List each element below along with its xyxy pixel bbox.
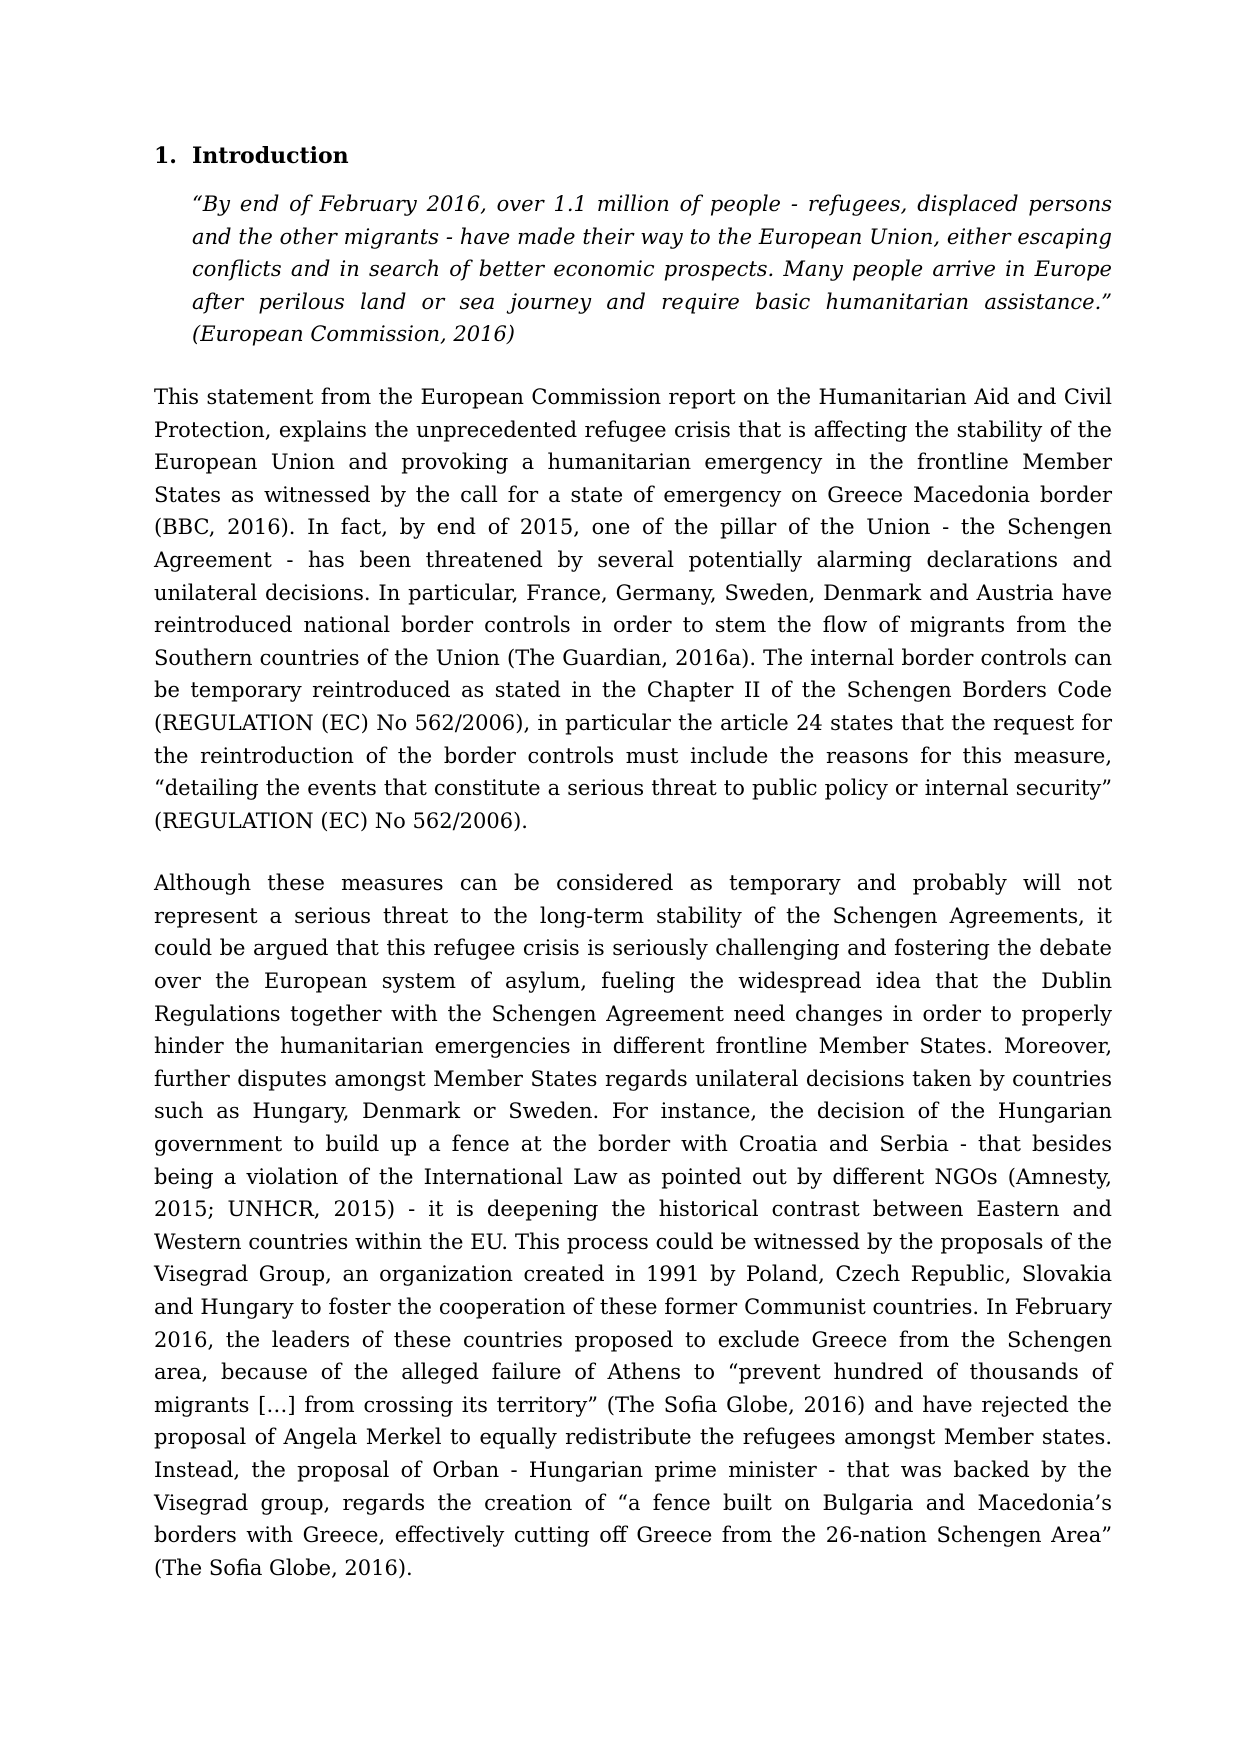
section-heading (154, 140, 1112, 172)
block-quote: “By end of February 2016, over 1.1 million of people - refugees, displaced persons and the other migrants - have made their way to the European Union, either escaping conflicts and in search of better economic prospects. Many people arrive in Europe after perilous land or sea journey and require basic humanitarian assistance.” (European Commission, 2016) (192, 192, 1112, 347)
body-paragraph-2: Although these measures can be considered as temporary and probably will not represent a serious threat to the long-term stability of the Schengen Agreements, it could be argued that this refugee crisis is seriously challenging and fostering the debate over the European system of asylum, fueling the widespread idea that the Dublin Regulations together with the Schengen Agreement need changes in order to properly hinder the humanitarian emergencies in different frontline Member States. Moreover, further disputes amongst Member States regards unilateral decisions taken by countries such as Hungary, Denmark or Sweden. For instance, the decision of the Hungarian government to build up a fence at the border with Croatia and Serbia - that besides being a violation of the International Law as pointed out by different NGOs (Amnesty, 2015; UNHCR, 2015) - it is deepening the historical contrast between Eastern and Western countries within the EU. This process could be witnessed by the proposals of the Visegrad Group, an organization created in 1991 by Poland, Czech Republic, Slovakia and Hungary to foster the cooperation of these former Communist countries. In February 2016, the leaders of these countries proposed to exclude Greece from the Schengen area, because of the alleged failure of Athens to “prevent hundred of thousands of migrants […] from crossing its territory” (The Sofia Globe, 2016) and have rejected the proposal of Angela Merkel to equally redistribute the refugees amongst Member states. Instead, the proposal of Orban - Hungarian prime minister - that was backed by the Visegrad group, regards the creation of “a fence built on Bulgaria and Macedonia’s borders with Greece, effectively cutting off Greece from the 26-nation Schengen Area” (The Sofia Globe, 2016). (154, 871, 1112, 1580)
section-title: Introduction (192, 143, 349, 169)
body-paragraph-1: This statement from the European Commission report on the Humanitarian Aid and Civil Protection, explains the unprecedented refugee crisis that is affecting the stability of the European Union and provoking a humanitarian emergency in the frontline Member States as witnessed by the call for a state of emergency on Greece Macedonia border (BBC, 2016). In fact, by end of 2015, one of the pillar of the Union - the Schengen Agreement - has been threatened by several potentially alarming declarations and unilateral decisions. In particular, France, Germany, Sweden, Denmark and Austria have reintroduced national border controls in order to stem the flow of migrants from the Southern countries of the Union (The Guardian, 2016a). The internal border controls can be temporary reintroduced as stated in the Chapter II of the Schengen Borders Code (REGULATION (EC) No 562/2006), in particular the article 24 states that the request for the reintroduction of the border controls must include the reasons for this measure, “detailing the events that constitute a serious threat to public policy or internal security” (REGULATION (EC) No 562/2006). (154, 384, 1112, 833)
section-number: 1. (154, 143, 177, 169)
document-page (154, 140, 1112, 1614)
